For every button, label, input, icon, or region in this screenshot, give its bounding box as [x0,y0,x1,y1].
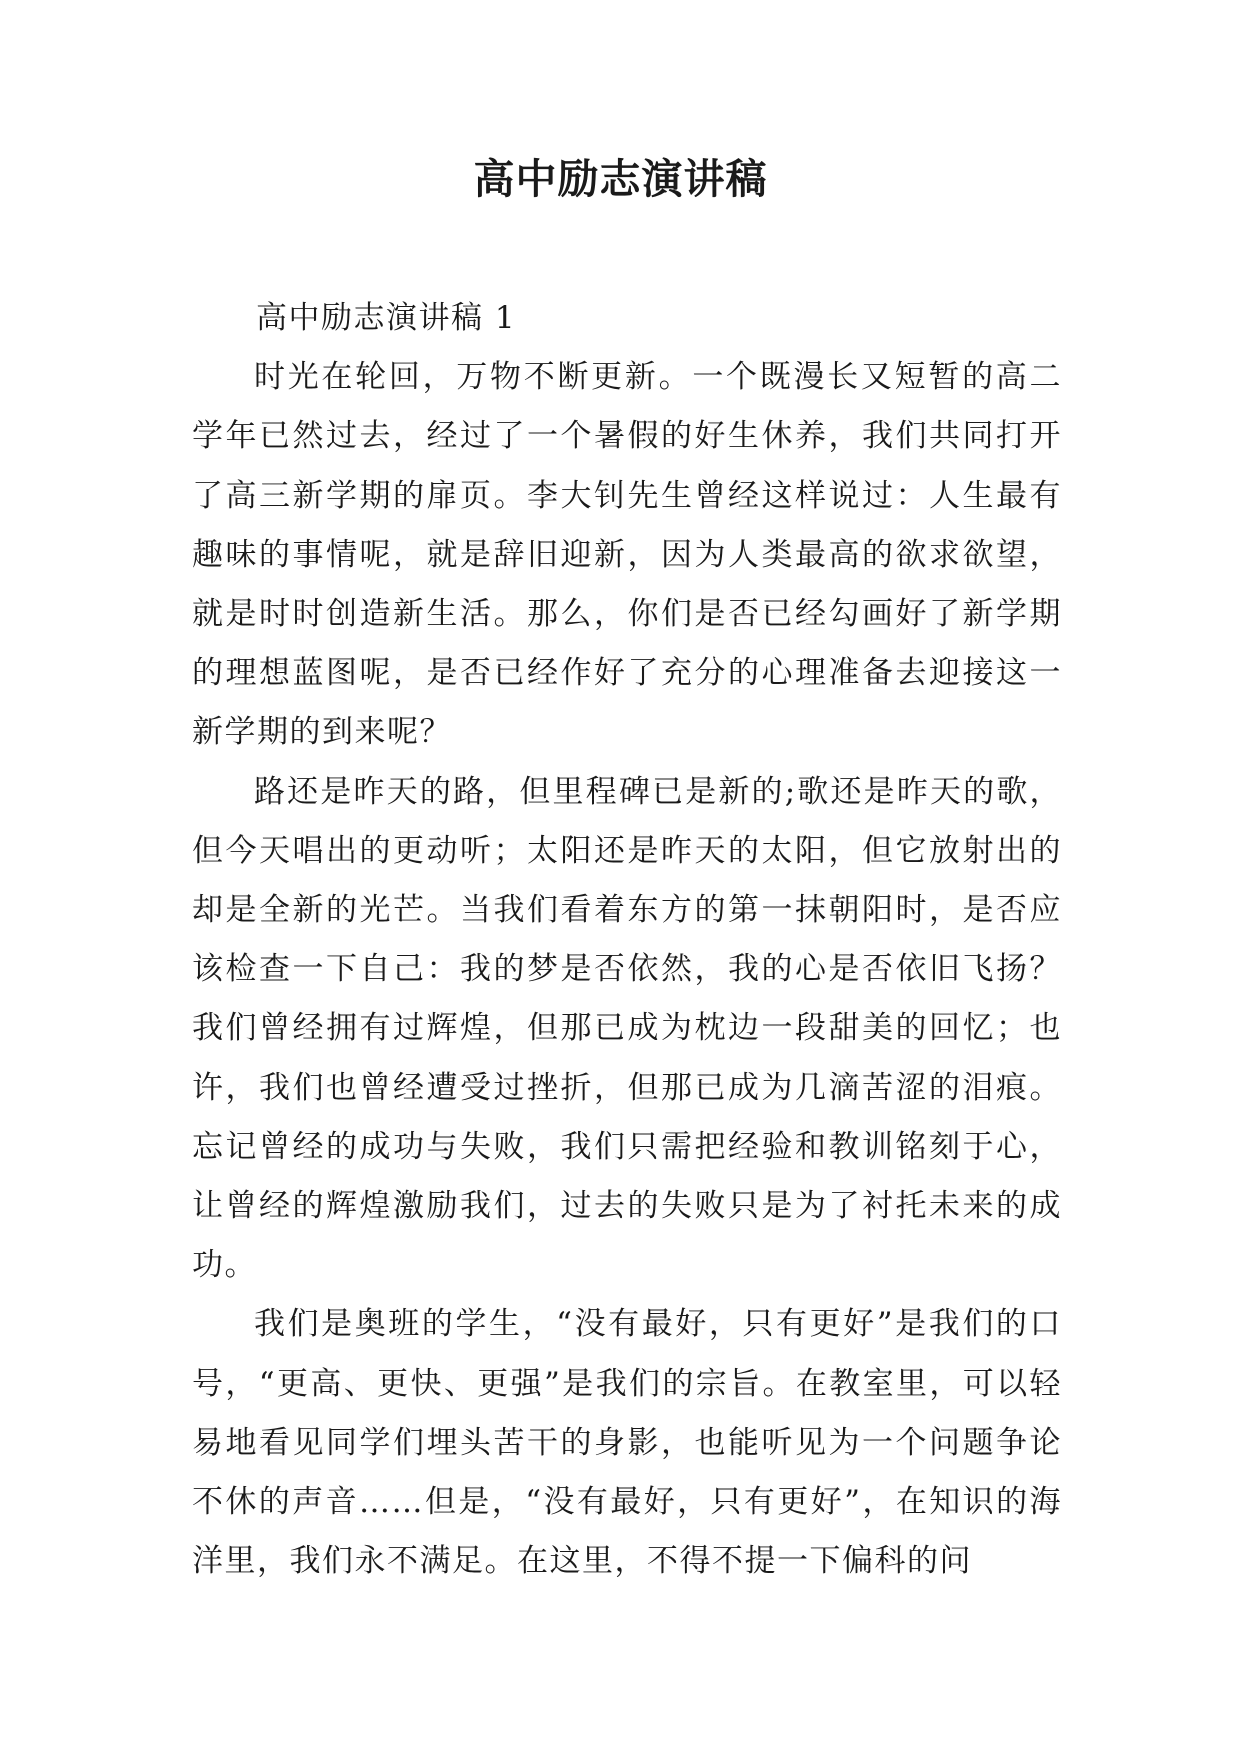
paragraph-3: 我们是奥班的学生，“没有最好，只有更好”是我们的口号，“更高、更快、更强”是我们的宗旨。在教室里，可以轻易地看见同学们埋头苦干的身影，也能听见为一个问题争论不休的声音……但是，“没有最好，只有更好”，在知识的海洋里，我们永不满足。在这里，不得不提一下偏科的问 [192,1306,1062,1580]
paragraph-1: 时光在轮回，万物不断更新。一个既漫长又短暂的高二学年已然过去，经过了一个暑假的好生休养，我们共同打开了高三新学期的扉页。李大钊先生曾经这样说过：人生最有趣味的事情呢，就是辞旧迎新，因为人类最高的欲求欲望，就是时时创造新生活。那么，你们是否已经勾画好了新学期的理想蓝图呢，是否已经作好了充分的心理准备去迎接这一新学期的到来呢？ [192,359,1062,751]
document-title: 高中励志演讲稿 [473,155,768,203]
document-body [192,289,1062,1591]
section-heading: 高中励志演讲稿 1 [256,300,517,336]
paragraph-2: 路还是昨天的路，但里程碑已是新的;歌还是昨天的歌，但今天唱出的更动听；太阳还是昨天的太阳，但它放射出的却是全新的光芒。当我们看着东方的第一抹朝阳时，是否应该检查一下自己：我的梦是否依然，我的心是否依旧飞扬？我们曾经拥有过辉煌，但那已成为枕边一段甜美的回忆；也许，我们也曾经遭受过挫折，但那已成为几滴苦涩的泪痕。忘记曾经的成功与失败，我们只需把经验和教训铭刻于心，让曾经的辉煌激励我们，过去的失败只是为了衬托未来的成功。 [192,773,1062,1284]
